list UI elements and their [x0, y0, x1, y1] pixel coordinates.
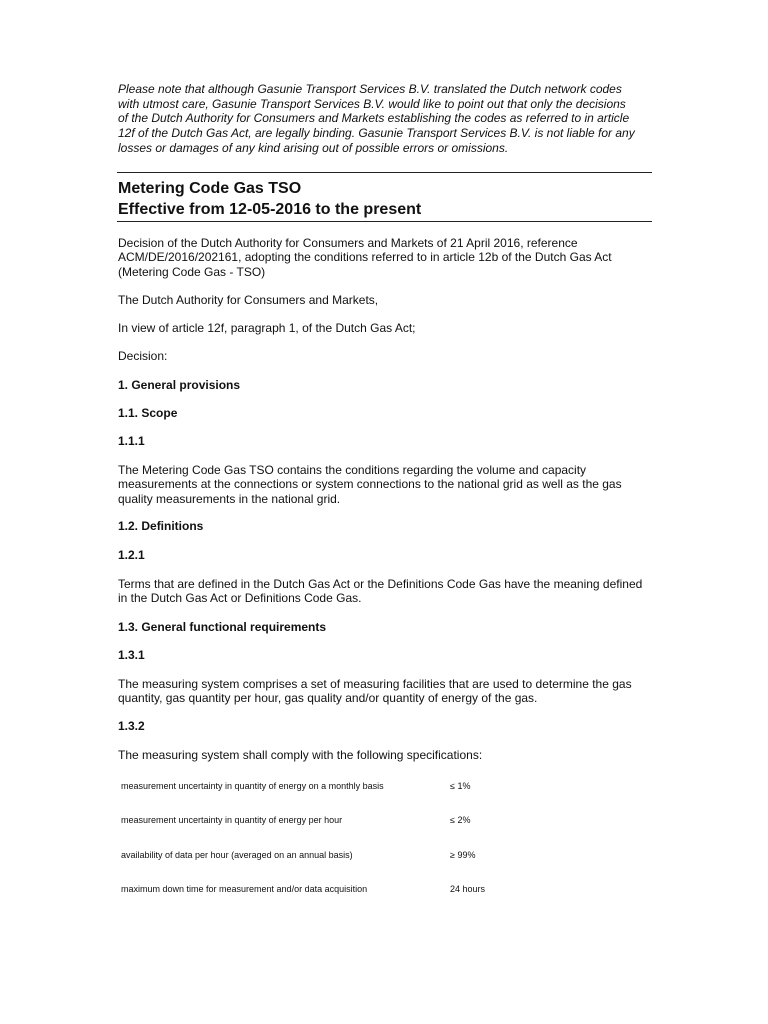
clause-number-1-3-2: 1.3.2 — [118, 719, 145, 733]
clause-text-1-2-1: Terms that are defined in the Dutch Gas Act or the Definitions Code Gas have the meaning defined in the Dutch Gas Act or Definitions Code Gas. — [118, 577, 643, 606]
disclaimer-text: Please note that although Gasunie Transport Services B.V. translated the Dutch network codes with utmost care, Gasunie Transport Services B.V. would like to point out that only the decisions of the Dutch Authority for Consumers and Markets establishing the codes as referred to in article 12f of the Dutch Gas Act, are legally binding. Gasunie Transport Services B.V. is not liable for any losses or damages of any kind arising out of possible errors or omissions. — [118, 82, 635, 155]
clause-number-1-1-1: 1.1.1 — [118, 434, 145, 448]
spec-label: measurement uncertainty in quantity of energy per hour — [121, 815, 343, 825]
spec-value: ≥ 99% — [450, 850, 476, 860]
decision-intro-paragraph: Decision of the Dutch Authority for Consumers and Markets of 21 April 2016, reference ACM/DE/2016/202161, adopting the conditions referred to in article 12b of the Dutch Gas Act (Metering Code Gas - TSO) — [118, 236, 612, 279]
clause-text-1-1-1: The Metering Code Gas TSO contains the conditions regarding the volume and capacity measurements at the connections or system connections to the national grid as well as the gas quality measurements in the national grid. — [118, 463, 622, 506]
spec-label: maximum down time for measurement and/or data acquisition — [121, 884, 368, 894]
section-heading-functional-requirements: 1.3. General functional requirements — [118, 620, 327, 634]
spec-value: ≤ 2% — [450, 815, 471, 825]
clause-text-1-3-2: The measuring system shall comply with the following specifications: — [118, 748, 483, 762]
decision-label: Decision: — [118, 349, 168, 363]
section-heading-scope: 1.1. Scope — [118, 406, 178, 420]
section-heading-general-provisions: 1. General provisions — [118, 378, 241, 392]
document-title: Metering Code Gas TSO — [118, 180, 302, 197]
document-heading — [118, 178, 648, 220]
authority-paragraph: The Dutch Authority for Consumers and Markets, — [118, 293, 379, 307]
clause-text-1-3-1: The measuring system comprises a set of measuring facilities that are used to determine the gas quantity, gas quantity per hour, gas quality and/or quantity of energy of the gas. — [118, 677, 632, 706]
spec-label: measurement uncertainty in quantity of energy on a monthly basis — [121, 781, 384, 791]
clause-number-1-3-1: 1.3.1 — [118, 648, 145, 662]
in-view-paragraph: In view of article 12f, paragraph 1, of the Dutch Gas Act; — [118, 321, 416, 335]
heading-top-rule — [117, 172, 652, 173]
heading-bottom-rule — [117, 221, 652, 222]
section-heading-definitions: 1.2. Definitions — [118, 519, 204, 533]
clause-number-1-2-1: 1.2.1 — [118, 548, 145, 562]
spec-value: ≤ 1% — [450, 781, 471, 791]
document-effective-date: Effective from 12-05-2016 to the present — [118, 201, 422, 218]
spec-value: 24 hours — [450, 884, 486, 894]
spec-label: availability of data per hour (averaged on an annual basis) — [121, 850, 353, 860]
